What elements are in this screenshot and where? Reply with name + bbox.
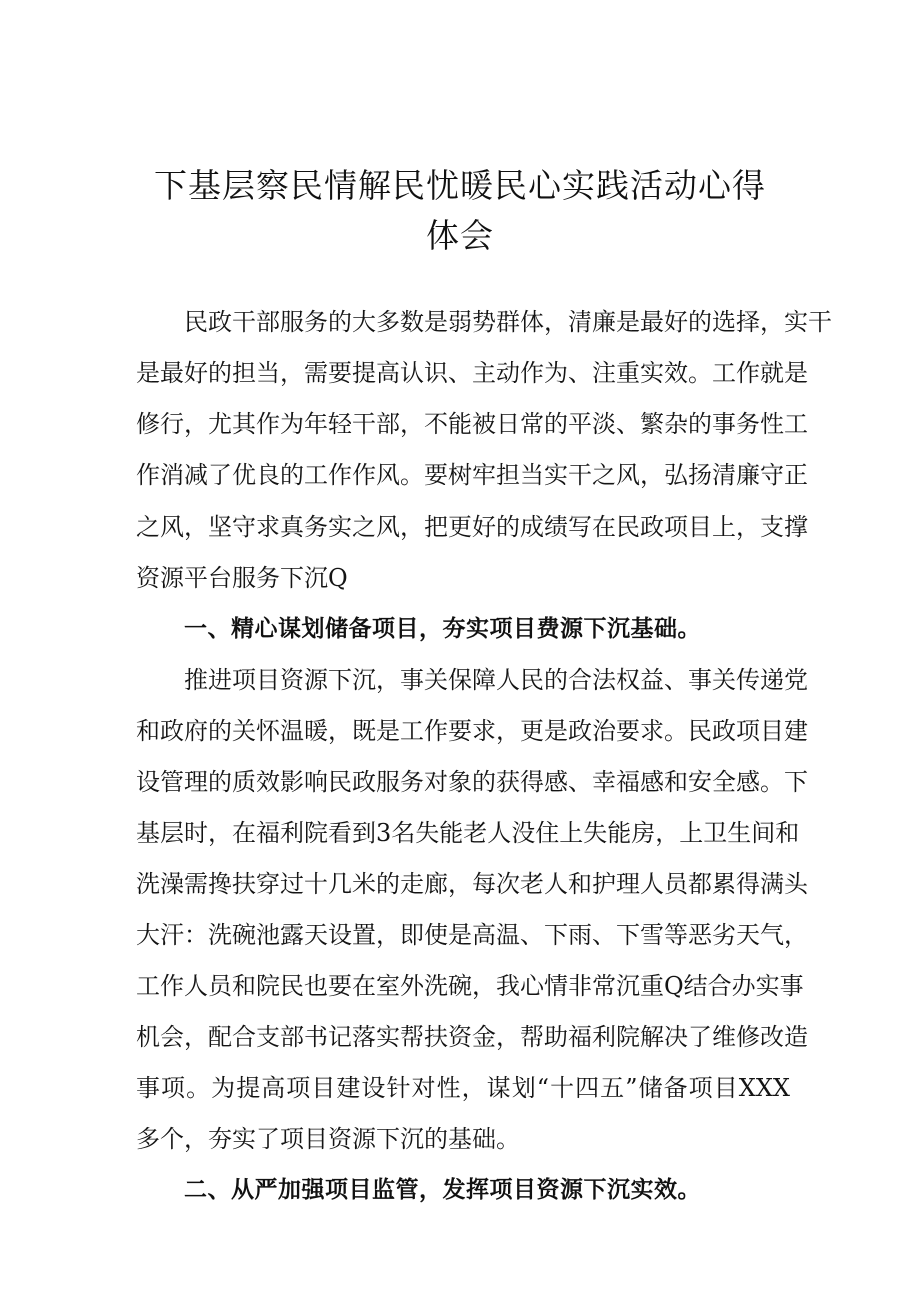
section-1-line: 洗澡需搀扶穿过十几米的走廊，每次老人和护理人员都累得满头 — [136, 870, 808, 898]
intro-line: 是最好的担当，需要提高认识、主动作为、注重实效。工作就是 — [136, 359, 808, 387]
section-1-line: 和政府的关怀温暖，既是工作要求，更是政治要求。民政项目建 — [136, 717, 808, 745]
section-1-line: 设管理的质效影响民政服务对象的获得感、幸福感和安全感。下 — [136, 768, 808, 796]
section-1-heading: 一、精心谋划储备项目，夯实项目费源下沉基础。 — [184, 616, 701, 642]
intro-line: 资源平台服务下沉Q — [136, 564, 348, 592]
intro-line: 之风，坚守求真务实之风，把更好的成绩写在民政项目上，支撑 — [136, 513, 808, 541]
document-title-line-2: 体会 — [426, 216, 494, 255]
document-title-line-1: 下基层察民情解民忧暖民心实践活动心得 — [154, 166, 766, 205]
section-1-line: 事项。为提高项目建设针对性，谋划“十四五”储备项目XXX — [136, 1074, 790, 1102]
section-1-line: 大汗：洗碗池露天设置，即使是高温、下雨、下雪等恶劣天气， — [136, 921, 808, 949]
section-1-line: 工作人员和院民也要在室外洗碗，我心情非常沉重Q结合办实事 — [136, 972, 804, 1000]
intro-line: 作消减了优良的工作作风。要树牢担当实干之风，弘扬清廉守正 — [136, 461, 808, 489]
intro-line: 民政干部服务的大多数是弱势群体，清廉是最好的选择，实干 — [184, 308, 832, 336]
section-1-line: 多个，夯实了项目资源下沉的基础。 — [136, 1125, 520, 1153]
section-2-heading: 二、从严加强项目监管，发挥项目资源下沉实效。 — [184, 1177, 701, 1203]
section-1-line: 基层时，在福利院看到3名失能老人没住上失能房，上卫生间和 — [136, 819, 800, 847]
intro-line: 修行，尤其作为年轻干部，不能被日常的平淡、繁杂的事务性工 — [136, 410, 808, 438]
section-1-line: 推进项目资源下沉，事关保障人民的合法权益、事关传递党 — [184, 666, 808, 694]
section-1-line: 机会，配合支部书记落实帮扶资金，帮助福利院解决了维修改造 — [136, 1023, 808, 1051]
